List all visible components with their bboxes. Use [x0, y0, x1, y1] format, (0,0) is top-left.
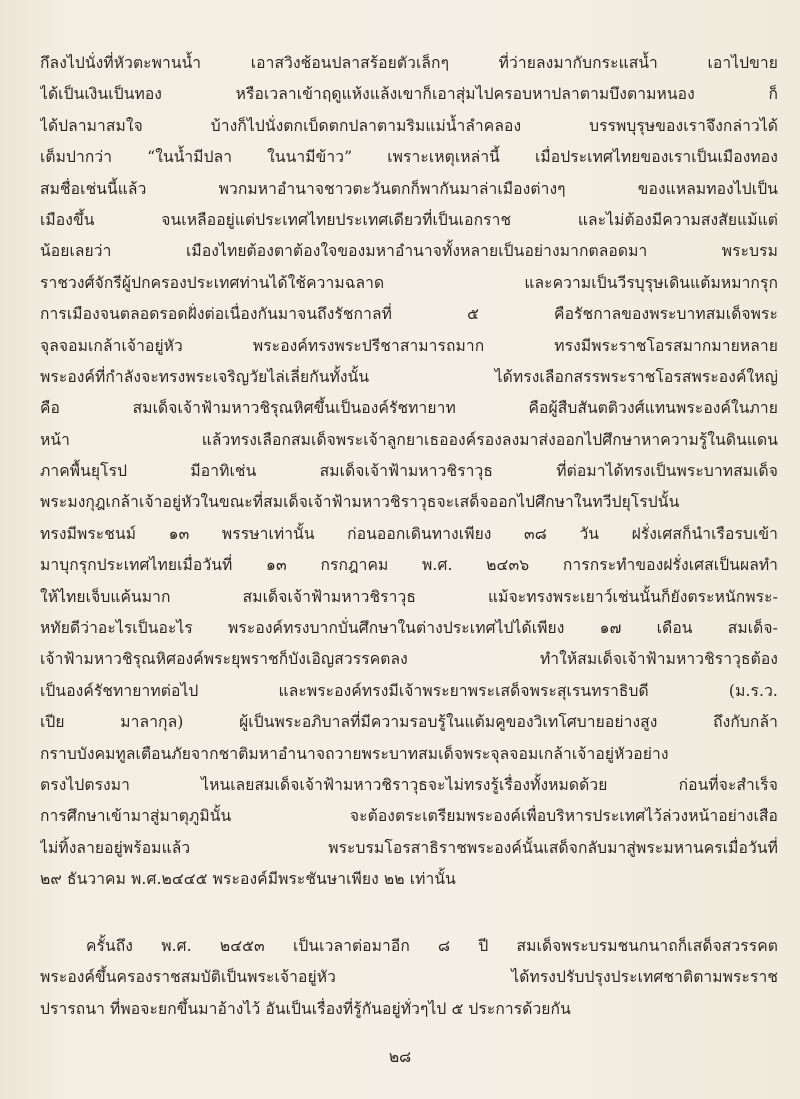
- text-line: กราบบังคมทูลเตือนภัยจากชาติมหาอำนาจถวายพระบาทสมเด็จพระจุลจอมเกล้าเจ้าอยู่หัวอย่าง: [40, 744, 669, 763]
- text-line: ทรงมีพระชนม์ ๑๓ พรรษาเท่านั้น ก่อนออกเดินทางเพียง ๓๘ วัน ฝรั่งเศสก็นำเรือรบเข้า: [40, 524, 778, 543]
- text-line: ตรงไปตรงมา ไหนเลยสมเด็จเจ้าฟ้ามหาวชิราวุธจะไม่ทรงรู้เรื่องทั้งหมดด้วย ก่อนที่จะสำเร็จ: [40, 775, 778, 794]
- text-line: ปรารถนา ที่พอจะยกขึ้นมาอ้างไว้ อันเป็นเรื่องที่รู้กันอยู่ทั่วๆไป ๕ ประการด้วยกัน: [40, 999, 571, 1018]
- text-line: พระองค์ที่กำลังจะทรงพระเจริญวัยไล่เลี่ยกันทั้งนั้น ได้ทรงเลือกสรรพระราชโอรสพระองค์ใหญ่: [40, 367, 778, 386]
- text-line: ได้เป็นเงินเป็นทอง หรือเวลาเข้าฤดูแห้งแล้งเขาก็เอาสุ่มไปครอบหาปลาตามบึงตามหนอง ก็: [40, 85, 778, 104]
- text-line: หทัยดีว่าอะไรเป็นอะไร พระองค์ทรงบากบั่นศึกษาในต่างประเทศไปได้เพียง ๑๗ เดือน สมเด็จ-: [40, 619, 778, 638]
- text-line: เป็นองค์รัชทายาทต่อไป และพระองค์ทรงมีเจ้าพระยาพระเสด็จพระสุเรนทราธิบดี (ม.ร.ว.: [40, 681, 778, 700]
- paragraph-1: [40, 48, 778, 896]
- text-line: ราชวงศ์จักรีผู้ปกครองประเทศท่านได้ใช้ความฉลาด และความเป็นวีรบุรุษเดินแต้มหมากรุก: [40, 273, 778, 292]
- page-number: ๒๘: [388, 1048, 412, 1066]
- text-line: น้อยเลยว่า เมืองไทยต้องตาต้องใจของมหาอำนาจทั้งหลายเป็นอย่างมากตลอดมา พระบรม: [40, 242, 778, 261]
- text-line: ๒๙ ธันวาคม พ.ศ.๒๔๔๕ พระองค์มีพระชันษาเพียง ๒๒ เท่านั้น: [40, 870, 456, 889]
- text-line: จุลจอมเกล้าเจ้าอยู่หัว พระองค์ทรงพระปรีชาสามารถมาก ทรงมีพระราชโอรสมากมายหลาย: [40, 336, 778, 355]
- paragraph-2: [40, 931, 778, 1025]
- text-line: ให้ไทยเจ็บแค้นมาก สมเด็จเจ้าฟ้ามหาวชิราวุธ แม้จะทรงพระเยาว์เช่นนั้นก็ยังตระหนักพระ-: [40, 587, 778, 606]
- text-line: กึลงไปนั่งที่หัวตะพานน้ำ เอาสวิงช้อนปลาสร้อยตัวเล็กๆ ที่ว่ายลงมากับกระแสน้ำ เอาไปขาย: [40, 54, 778, 72]
- text-line: เปีย มาลากุล) ผู้เป็นพระอภิบาลที่มีความรอบรู้ในแต้มคูของวิเทโศบายอย่างสูง ถึงกับกล้า: [40, 713, 778, 732]
- text-line: เต็มปากว่า “ในน้ำมีปลา ในนามีข้าว” เพราะเหตุเหล่านี้ เมื่อประเทศไทยของเราเป็นเมืองทอง: [40, 148, 778, 167]
- text-line: ไม่ทิ้งลายอยู่พร้อมแล้ว พระบรมโอรสาธิราชพระองค์นั้นเสด็จกลับมาสู่พระมหานครเมื่อวันที่: [40, 838, 778, 857]
- text-line: ครั้นถึง พ.ศ. ๒๔๕๓ เป็นเวลาต่อมาอีก ๘ ปี สมเด็จพระบรมชนกนาถก็เสด็จสวรรคต: [86, 937, 778, 955]
- text-line: การศึกษาเข้ามาสู่มาตุภูมินั้น จะต้องตระเตรียมพระองค์เพื่อบริหารประเทศไว้ล่วงหน้าอย่างเสือ: [40, 807, 778, 826]
- text-line: หน้า แล้วทรงเลือกสมเด็จพระเจ้าลูกยาเธอองค์รองลงมาส่งออกไปศึกษาหาความรู้ในดินแดน: [40, 430, 778, 449]
- text-line: การเมืองจนตลอดรอดฝั่งต่อเนื่องกันมาจนถึงรัชกาลที่ ๕ คือรัชกาลของพระบาทสมเด็จพระ: [40, 305, 778, 324]
- text-line: คือ สมเด็จเจ้าฟ้ามหาวชิรุณหิศขึ้นเป็นองค์รัชทายาท คือผู้สืบสันตติวงศ์แทนพระองค์ในภาย: [40, 399, 778, 418]
- text-line: เมืองขึ้น จนเหลืออยู่แต่ประเทศไทยประเทศเดียวที่เป็นเอกราช และไม่ต้องมีความสงสัยแม้แต่: [40, 210, 778, 229]
- text-line: สมชื่อเช่นนี้แล้ว พวกมหาอำนาจชาวตะวันตกก็พากันมาล่าเมืองต่างๆ ของแหลมทองไปเป็น: [40, 179, 778, 198]
- text-line: มาบุกรุกประเทศไทยเมื่อวันที่ ๑๓ กรกฎาคม พ.ศ. ๒๔๓๖ การกระทำของฝรั่งเศสเป็นผลทำ: [40, 556, 778, 575]
- text-line: พระมงกุฎเกล้าเจ้าอยู่หัวในขณะที่สมเด็จเจ้าฟ้ามหาวชิราวุธจะเสด็จออกไปศึกษาในทวีปยุโรปนั้น: [40, 493, 680, 512]
- text-line: เจ้าฟ้ามหาวชิรุณหิศองค์พระยุพราชก็บังเอิญสวรรคตลง ทำให้สมเด็จเจ้าฟ้ามหาวชิราวุธต้อง: [40, 650, 778, 669]
- text-line: ได้ปลามาสมใจ บ้างก็ไปนั่งตกเบ็ดตกปลาตามริมแม่น้ำลำคลอง บรรพบุรุษของเราจึงกล่าวได้: [40, 116, 778, 135]
- text-line: ภาคพื้นยุโรป มีอาทิเช่น สมเด็จเจ้าฟ้ามหาวชิราวุธ ที่ต่อมาได้ทรงเป็นพระบาทสมเด็จ: [40, 462, 778, 481]
- text-line: พระองค์ขึ้นครองราชสมบัติเป็นพระเจ้าอยู่หัว ได้ทรงปรับปรุงประเทศชาติตามพระราช: [40, 968, 778, 987]
